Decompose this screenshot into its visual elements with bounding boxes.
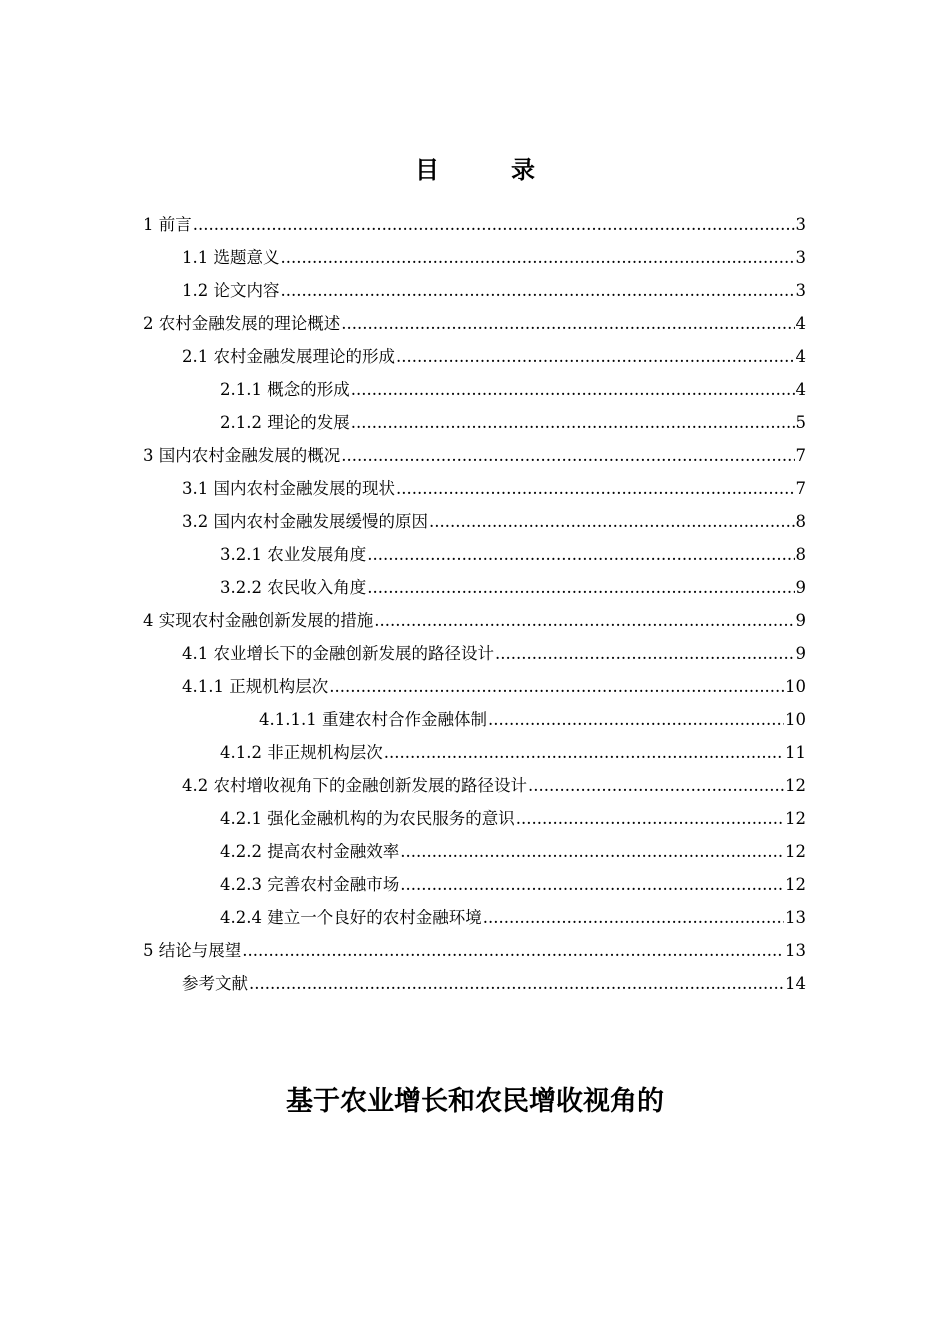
toc-dot-leader bbox=[242, 934, 784, 967]
toc-entry[interactable] bbox=[143, 241, 806, 274]
toc-entry-page-number: 4 bbox=[795, 347, 806, 366]
toc-entry[interactable] bbox=[143, 406, 806, 439]
document-heading: 基于农业增长和农民增收视角的 bbox=[286, 1086, 664, 1117]
toc-entry-page-number: 4 bbox=[795, 314, 806, 333]
toc-dot-leader bbox=[528, 769, 784, 802]
toc-entry-page-number: 12 bbox=[785, 875, 806, 894]
table-of-contents bbox=[143, 208, 806, 1000]
toc-dot-leader bbox=[351, 406, 795, 439]
toc-dot-leader bbox=[396, 472, 795, 505]
toc-entry-label: 3.1 国内农村金融发展的现状 bbox=[182, 479, 395, 498]
toc-entry[interactable] bbox=[143, 274, 806, 307]
toc-entry[interactable] bbox=[143, 736, 806, 769]
toc-entry[interactable] bbox=[143, 472, 806, 505]
toc-entry[interactable] bbox=[143, 571, 806, 604]
toc-dot-leader bbox=[281, 241, 795, 274]
toc-entry-page-number: 10 bbox=[785, 677, 806, 696]
toc-entry[interactable] bbox=[143, 967, 806, 1000]
toc-dot-leader bbox=[351, 373, 795, 406]
toc-entry-page-number: 9 bbox=[795, 644, 806, 663]
toc-entry-label: 2 农村金融发展的理论概述 bbox=[143, 314, 341, 333]
toc-dot-leader bbox=[429, 505, 795, 538]
toc-dot-leader bbox=[249, 967, 784, 1000]
toc-entry-page-number: 12 bbox=[785, 776, 806, 795]
toc-dot-leader bbox=[495, 637, 795, 670]
toc-dot-leader bbox=[367, 538, 794, 571]
toc-entry-page-number: 14 bbox=[785, 974, 806, 993]
toc-dot-leader bbox=[281, 274, 795, 307]
toc-entry-page-number: 13 bbox=[785, 941, 806, 960]
toc-title: 目 录 bbox=[415, 156, 559, 184]
toc-entry[interactable] bbox=[143, 505, 806, 538]
toc-entry-label: 1.1 选题意义 bbox=[182, 248, 280, 267]
toc-entry-label: 4.1.2 非正规机构层次 bbox=[220, 743, 383, 762]
toc-dot-leader bbox=[329, 670, 784, 703]
toc-entry-label: 2.1 农村金融发展理论的形成 bbox=[182, 347, 395, 366]
toc-entry-label: 4.2.1 强化金融机构的为农民服务的意识 bbox=[220, 809, 515, 828]
toc-entry[interactable] bbox=[143, 538, 806, 571]
toc-dot-leader bbox=[396, 340, 795, 373]
toc-dot-leader bbox=[483, 901, 784, 934]
toc-entry-label: 4.1 农业增长下的金融创新发展的路径设计 bbox=[182, 644, 494, 663]
toc-entry[interactable] bbox=[143, 208, 806, 241]
toc-entry-label: 4.1.1.1 重建农村合作金融体制 bbox=[259, 710, 487, 729]
toc-entry-label: 4.2.4 建立一个良好的农村金融环境 bbox=[220, 908, 482, 927]
toc-entry-page-number: 3 bbox=[795, 215, 806, 234]
toc-entry[interactable] bbox=[143, 868, 806, 901]
toc-entry-page-number: 10 bbox=[785, 710, 806, 729]
toc-entry[interactable] bbox=[143, 604, 806, 637]
toc-entry-label: 4 实现农村金融创新发展的措施 bbox=[143, 611, 374, 630]
toc-entry[interactable] bbox=[143, 307, 806, 340]
toc-entry-page-number: 12 bbox=[785, 842, 806, 861]
toc-entry[interactable] bbox=[143, 769, 806, 802]
toc-entry-label: 3.2.1 农业发展角度 bbox=[220, 545, 367, 564]
toc-entry-label: 参考文献 bbox=[182, 974, 248, 993]
toc-entry-label: 4.2.2 提高农村金融效率 bbox=[220, 842, 400, 861]
toc-entry[interactable] bbox=[143, 901, 806, 934]
toc-dot-leader bbox=[374, 604, 794, 637]
toc-entry-page-number: 7 bbox=[795, 446, 806, 465]
toc-entry-page-number: 3 bbox=[795, 248, 806, 267]
toc-dot-leader bbox=[400, 835, 784, 868]
toc-entry-label: 2.1.1 概念的形成 bbox=[220, 380, 350, 399]
toc-entry[interactable] bbox=[143, 934, 806, 967]
toc-entry[interactable] bbox=[143, 802, 806, 835]
toc-entry-page-number: 9 bbox=[795, 578, 806, 597]
toc-entry-label: 4.2 农村增收视角下的金融创新发展的路径设计 bbox=[182, 776, 527, 795]
toc-entry[interactable] bbox=[143, 340, 806, 373]
toc-entry-label: 1 前言 bbox=[143, 215, 192, 234]
toc-dot-leader bbox=[193, 208, 795, 241]
toc-entry-page-number: 8 bbox=[795, 512, 806, 531]
toc-entry-label: 1.2 论文内容 bbox=[182, 281, 280, 300]
toc-entry[interactable] bbox=[143, 703, 806, 736]
toc-entry[interactable] bbox=[143, 439, 806, 472]
toc-entry-label: 3.2.2 农民收入角度 bbox=[220, 578, 367, 597]
toc-entry-label: 5 结论与展望 bbox=[143, 941, 242, 960]
toc-entry-label: 4.2.3 完善农村金融市场 bbox=[220, 875, 400, 894]
toc-entry[interactable] bbox=[143, 835, 806, 868]
toc-entry-page-number: 7 bbox=[795, 479, 806, 498]
toc-dot-leader bbox=[341, 307, 794, 340]
toc-entry-page-number: 4 bbox=[795, 380, 806, 399]
toc-dot-leader bbox=[488, 703, 784, 736]
toc-entry[interactable] bbox=[143, 373, 806, 406]
toc-dot-leader bbox=[341, 439, 794, 472]
toc-entry[interactable] bbox=[143, 637, 806, 670]
toc-entry-label: 3 国内农村金融发展的概况 bbox=[143, 446, 341, 465]
toc-entry-page-number: 8 bbox=[795, 545, 806, 564]
toc-dot-leader bbox=[384, 736, 784, 769]
toc-entry-label: 2.1.2 理论的发展 bbox=[220, 413, 350, 432]
toc-entry-page-number: 12 bbox=[785, 809, 806, 828]
toc-dot-leader bbox=[516, 802, 784, 835]
toc-dot-leader bbox=[400, 868, 784, 901]
toc-entry-page-number: 13 bbox=[785, 908, 806, 927]
toc-entry-label: 3.2 国内农村金融发展缓慢的原因 bbox=[182, 512, 428, 531]
toc-entry-page-number: 9 bbox=[795, 611, 806, 630]
toc-dot-leader bbox=[367, 571, 794, 604]
toc-entry[interactable] bbox=[143, 670, 806, 703]
toc-entry-page-number: 3 bbox=[795, 281, 806, 300]
toc-entry-page-number: 5 bbox=[795, 413, 806, 432]
toc-entry-label: 4.1.1 正规机构层次 bbox=[182, 677, 329, 696]
toc-entry-page-number: 11 bbox=[785, 743, 806, 762]
